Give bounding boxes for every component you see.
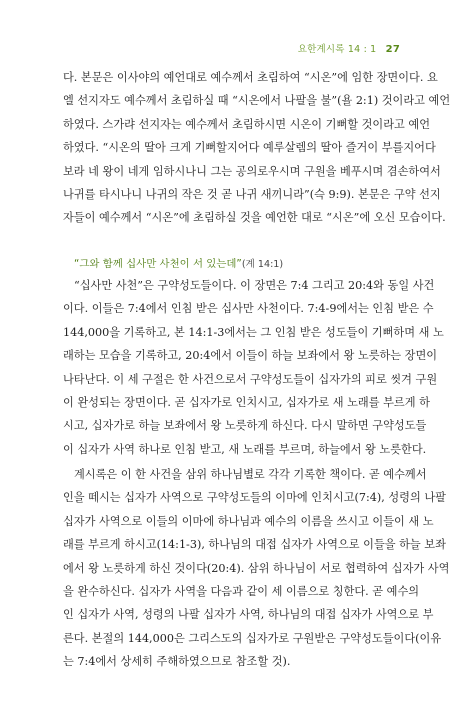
verse-subheading-ref: (계 14:1)	[241, 259, 284, 270]
paragraph-3-line: 는 7:4에서 상세히 주해하였으므로 참조할 것).	[63, 655, 291, 669]
paragraph-1-line: 자들이 예수께서 “시온”에 초림하실 것을 예언한 대로 “시온”에 오신 모습이다.	[63, 211, 446, 225]
paragraph-3-line: 른다. 본절의 144,000은 그리스도의 십자가로 구원받은 구약성도들이다(이유	[63, 631, 442, 645]
paragraph-2-line: 나타난다. 이 세 구절은 한 사건으로서 구약성도들이 십자가의 피로 씻겨 구원	[63, 372, 438, 386]
paragraph-2-line: 이 십자가 사역 하나로 인침 받고, 새 노래를 부르며, 하늘에서 왕 노릇한다.	[63, 442, 427, 456]
paragraph-3-line: 인을 떼시는 십자가 사역으로 구약성도들의 이마에 인치시고(7:4), 성령의 나팔	[63, 491, 446, 505]
paragraph-1	[63, 66, 451, 230]
page-number: 27	[385, 44, 400, 55]
paragraph-3	[63, 463, 450, 674]
paragraph-2-line: 이다. 이들은 7:4에서 인침 받은 십사만 사천이다. 7:4-9에서는 인침 받은 수	[63, 302, 434, 316]
paragraph-1-line: 엘 선지자도 예수께서 초림하실 때 “시온에서 나팔을 불”(욜 2:1) 것이라고 예언	[63, 94, 451, 108]
verse-subheading-quote: “그와 함께 십사만 사천이 서 있는데”	[74, 258, 242, 270]
paragraph-3-line: 을 완수하신다. 십자가 사역을 다음과 같이 세 이름으로 칭한다. 곧 예수의	[63, 585, 420, 599]
paragraph-2-line: 래하는 모습을 기록하고, 20:4에서 이들이 하늘 보좌에서 왕 노릇하는 장면이	[63, 349, 438, 363]
paragraph-3-line: 래를 부르게 하시고(14:1-3), 하나님의 대접 십자가 사역으로 이들을 하늘 보좌	[63, 538, 446, 552]
paragraph-1-line: 하였다. 스가랴 선지자는 예수께서 초림하시면 시온이 기뻐할 것이라고 예언	[63, 117, 431, 131]
paragraph-2-line: “십사만 사천”은 구약성도들이다. 이 장면은 7:4 그리고 20:4와 동일 사건	[74, 279, 435, 292]
paragraph-3-line: 인 십자가 사역, 성령의 나팔 십자가 사역, 하나님의 대접 십자가 사역으로 부	[63, 608, 434, 622]
running-header	[298, 41, 400, 55]
paragraph-3-line: 십자가 사역으로 이들의 이마에 하나님과 예수의 이름을 쓰시고 이들이 새 노	[63, 514, 434, 528]
paragraph-1-line: 다. 본문은 이사야의 예언대로 예수께서 초림하여 “시온”에 임한 장면이다. 요	[63, 71, 438, 84]
running-header-book: 요한계시록 14 : 1	[297, 44, 377, 55]
paragraph-3-line: 에서 왕 노릇하게 하신 것이다(20:4). 삼위 하나님이 서로 협력하여 십자가 사역	[63, 561, 450, 575]
paragraph-2	[63, 274, 444, 461]
paragraph-2-line: 144,000을 기록하고, 본 14:1-3에서는 그 인침 받은 성도들이 기뻐하며 새 노	[63, 325, 444, 339]
paragraph-2-line: 이 완성되는 장면이다. 곧 십자가로 인치시고, 십자가로 새 노래를 부르게 하	[63, 396, 430, 410]
paragraph-1-line: 보라 네 왕이 네게 임하시나니 그는 공의로우시며 구원을 베푸시며 겸손하여서	[63, 164, 441, 178]
paragraph-2-line: 시고, 십자가로 하늘 보좌에서 왕 노릇하게 하신다. 다시 말하면 구약성도들	[63, 419, 427, 433]
paragraph-1-line: 나귀를 타시나니 나귀의 작은 것 곧 나귀 새끼니라”(슥 9:9). 본문은 구약 선지	[63, 188, 441, 202]
paragraph-1-line: 하였다. “시온의 딸아 크게 기뻐할지어다 예루살렘의 딸아 즐거이 부를지어다	[63, 141, 436, 155]
paragraph-3-line: 계시록은 이 한 사건을 삼위 하나님별로 각각 기록한 책이다. 곧 예수께서	[74, 468, 427, 481]
verse-subheading	[74, 255, 283, 270]
